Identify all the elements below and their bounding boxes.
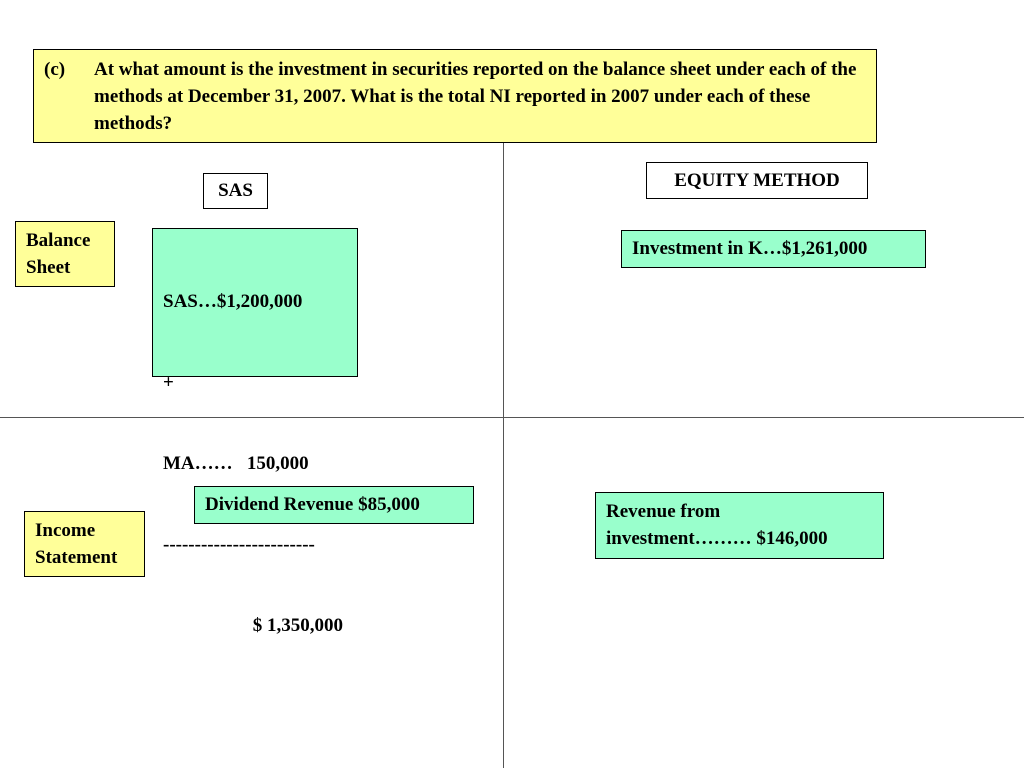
sas-balance-line-3: MA…… 150,000 [163,453,309,474]
equity-method-column-header: EQUITY METHOD [646,162,868,199]
income-statement-label-line-1: Income [35,520,96,541]
vertical-divider [503,143,504,768]
horizontal-divider [0,417,1024,418]
sas-balance-line-2: + [163,372,174,393]
question-text: At what amount is the investment in securities reported on the balance sheet under each of the methods at December 31, 2007. What is the total NI reported in 2007 under each of these methods? [94,59,857,134]
balance-sheet-row-label [15,221,115,287]
equity-income-statement-box [595,492,884,559]
sas-balance-total: $ 1,350,000 [252,615,343,636]
question-box [33,49,877,143]
question-label: (c) [44,59,66,80]
sas-column-header: SAS [203,173,268,209]
income-statement-label-line-2: Statement [35,547,118,568]
equity-balance-sheet-box: Investment in K…$1,261,000 [621,230,926,268]
equity-income-line-1: Revenue from [606,501,721,522]
sas-balance-line-1: SAS…$1,200,000 [163,291,303,312]
income-statement-row-label [24,511,145,577]
balance-sheet-label-line-2: Sheet [26,257,71,278]
sas-balance-separator: ------------------------ [163,534,315,555]
equity-income-line-2: investment……… $146,000 [606,528,828,549]
sas-income-statement-box: Dividend Revenue $85,000 [194,486,474,524]
balance-sheet-label-line-1: Balance [26,230,91,251]
